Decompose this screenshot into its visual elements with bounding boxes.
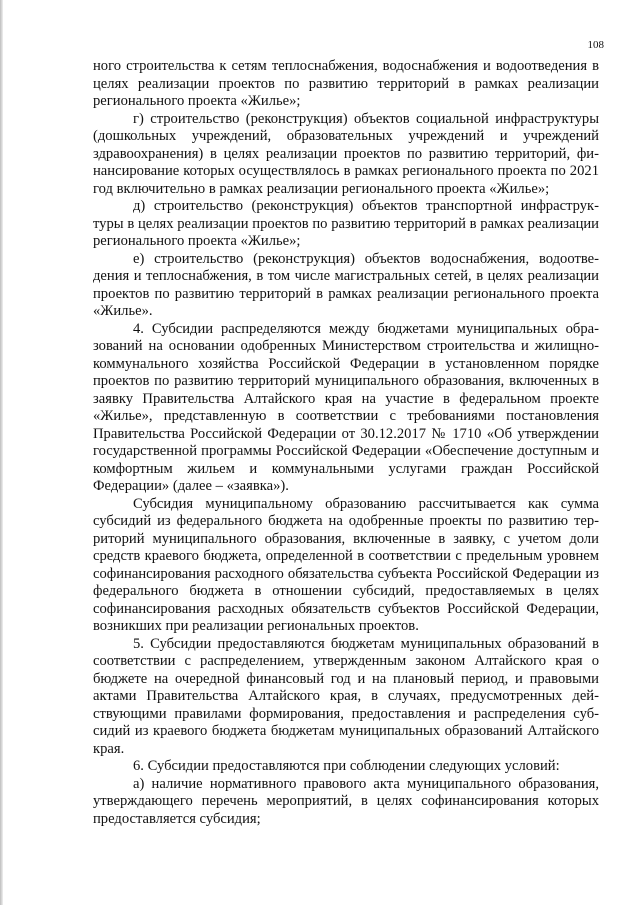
paragraph-clause-4: 4. Субсидии распределяются между бюджетами муниципальных образований на основании одобренных Министерством строительства и жилищно-коммунального хозяйства Российской Федерации в установленном порядке проектов по развитию территорий муниципального образования, включенных в заявку Правительства Алтайского края на участие в федеральном проекте «Жилье», представленную в соответствии с требованиями постановления Правительства Российской Федерации от 30.12.2017 № 1710 «Об утверждении государственной программы Российской Федерации «Обеспечение доступным и комфортным жильем и коммунальными услугами граждан Российской Федерации» (далее – «заявка»).	[93, 320, 599, 494]
page-number: 108	[587, 39, 604, 51]
paragraph-continuation: ного строительства к сетям теплоснабжения, водоснабжения и водоотведения в целях реализации проектов по развитию территорий в рамках реализации регионального проекта «Жилье»;	[93, 58, 599, 109]
paragraph-item-a: а) наличие нормативного правового акта муниципального образования, утверждающего перечень мероприятий, в целях софинансирования которых предоставляется субсидия;	[93, 775, 599, 827]
paragraph-subsidy-calculation: Субсидия муниципальному образованию рассчитывается как сумма субсидий из федерального бюджета на одобренные проекты по развитию территорий муниципального образования, включенные в заявку, с учетом доли средств краевого бюджета, определенной в соответствии с предельным уровнем софинансирования расходного обязательства субъекта Российской Федерации из федерального бюджета в отношении субсидий, предоставляемых в целях софинансирования расходных обязательств субъектов Российской Федерации, возникших при реализации региональных проектов.	[93, 495, 599, 634]
scan-edge	[0, 0, 3, 905]
paragraph-item-d: д) строительство (реконструкция) объектов транспортной инфраструктуры в целях реализации проектов по развитию территорий в рамках реализации регионального проекта «Жилье»;	[93, 198, 599, 249]
paragraph-item-g: г) строительство (реконструкция) объектов социальной инфраструктуры (дошкольных учреждений, образовательных учреждений и учреждений здравоохранения) в целях реализации проектов по развитию территорий, финансирование которых осуществлялось в рамках регионального проекта по 2021 год включительно в рамках реализации регионального проекта «Жилье»;	[93, 110, 599, 197]
paragraph-clause-6: 6. Субсидии предоставляются при соблюдении следующих условий:	[133, 758, 560, 774]
paragraph-clause-5: 5. Субсидии предоставляются бюджетам муниципальных образований в соответствии с распределением, утвержденным законом Алтайского края о бюджете на очередной финансовый год и на плановый период, и правовыми актами Правительства Алтайского края, в случаях, предусмотренных действующими правилами формирования, предоставления и распределения субсидий из краевого бюджета бюджетам муниципальных образований Алтайского края.	[93, 635, 599, 757]
document-body	[93, 58, 599, 828]
paragraph-item-e: е) строительство (реконструкция) объектов водоснабжения, водоотведения и теплоснабжения, в том числе магистральных сетей, в целях реализации проектов по развитию территорий в рамках реализации регионального проекта «Жилье».	[93, 250, 599, 319]
